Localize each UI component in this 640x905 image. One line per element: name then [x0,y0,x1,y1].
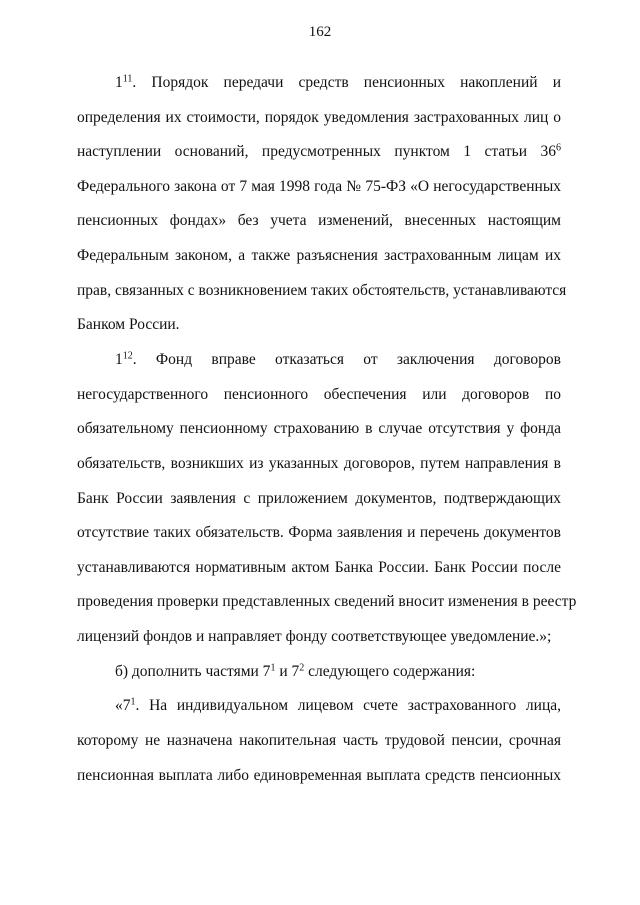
paragraph-2-line-9 [77,620,561,655]
item-superscript: 1 [130,696,136,708]
line-text: Федеральным законом, а также разъяснения застрахованным лицам их [77,246,561,264]
paragraph-4-line-1 [77,689,561,724]
line-text: отсутствие таких обязательств. Форма заявления и перечень документов [77,524,561,542]
paragraph-3-line-1 [77,655,561,690]
document-body [77,66,577,793]
line-text: определения их стоимости, порядок уведомления застрахованных лиц о [77,108,561,126]
paragraph-1-line-6 [77,239,561,274]
paragraph-4-line-3 [77,759,561,794]
line-text: . Фонд вправе отказаться от заключения договоров [132,351,561,369]
article-superscript: 6 [556,142,561,154]
paragraph-1-line-4 [77,170,561,205]
line-text: устанавливаются нормативным актом Банка России. Банк России после [77,558,561,576]
line-text: проведения проверки представленных сведений вносит изменения в реестр [77,593,577,611]
line-text: следующего содержания: [304,662,476,680]
paragraph-2-line-1 [77,343,561,378]
line-text: . Порядок передачи средств пенсионных накоплений и [132,74,561,91]
paragraph-2-line-4 [77,447,561,482]
line-text: Банком России. [77,316,180,334]
paragraph-2-line-6 [77,516,561,551]
paragraph-2-line-3 [77,412,561,447]
line-text: пенсионных фондах» без учета изменений, внесенных настоящим [77,212,561,230]
line-text: негосударственного пенсионного обеспечения или договоров по [77,385,561,403]
page-number: 162 [308,24,332,40]
line-text: обязательств, возникших из указанных договоров, путем направления в [77,454,561,472]
paragraph-2-line-5 [77,482,561,517]
line-text: прав, связанных с возникновением таких обстоятельств, устанавливаются [77,281,567,299]
item-number: 1 [115,74,123,91]
line-text: наступлении оснований, предусмотренных пунктом 1 статьи 36 [77,143,556,161]
line-text: лицензий фондов и направляет фонду соответствующее уведомление.»; [77,627,552,645]
line-text: Федерального закона от 7 мая 1998 года № 75-ФЗ «О негосударственных [77,177,561,195]
paragraph-2-line-8 [77,585,577,620]
paragraph-1-line-1 [77,66,561,101]
part-superscript: 2 [299,662,305,674]
line-text: б) дополнить частями 7 [115,662,271,680]
paragraph-1-line-5 [77,204,561,239]
line-text: и 7 [275,662,300,680]
paragraph-1-line-3 [77,135,561,170]
line-text: пенсионная выплата либо единовременная выплата средств пенсионных [77,766,561,784]
paragraph-1-line-7 [77,274,567,309]
line-text: Банк России заявления с приложением документов, подтверждающих [77,489,561,507]
paragraph-1-line-8 [77,308,561,343]
paragraph-2-line-7 [77,551,561,586]
line-text: . На индивидуальном лицевом счете застрахованного лица, [135,697,561,715]
line-text: которому не назначена накопительная часть трудовой пенсии, срочная [77,732,561,750]
item-number: «7 [115,697,131,715]
paragraph-4-line-2 [77,724,561,759]
line-text: обязательному пенсионному страхованию в случае отсутствия у фонда [77,420,561,438]
item-number: 1 [115,351,123,369]
paragraph-2-line-2 [77,378,561,413]
item-superscript: 12 [122,350,133,362]
item-superscript: 11 [122,73,133,85]
paragraph-1-line-2 [77,101,561,136]
part-superscript: 1 [270,662,276,674]
